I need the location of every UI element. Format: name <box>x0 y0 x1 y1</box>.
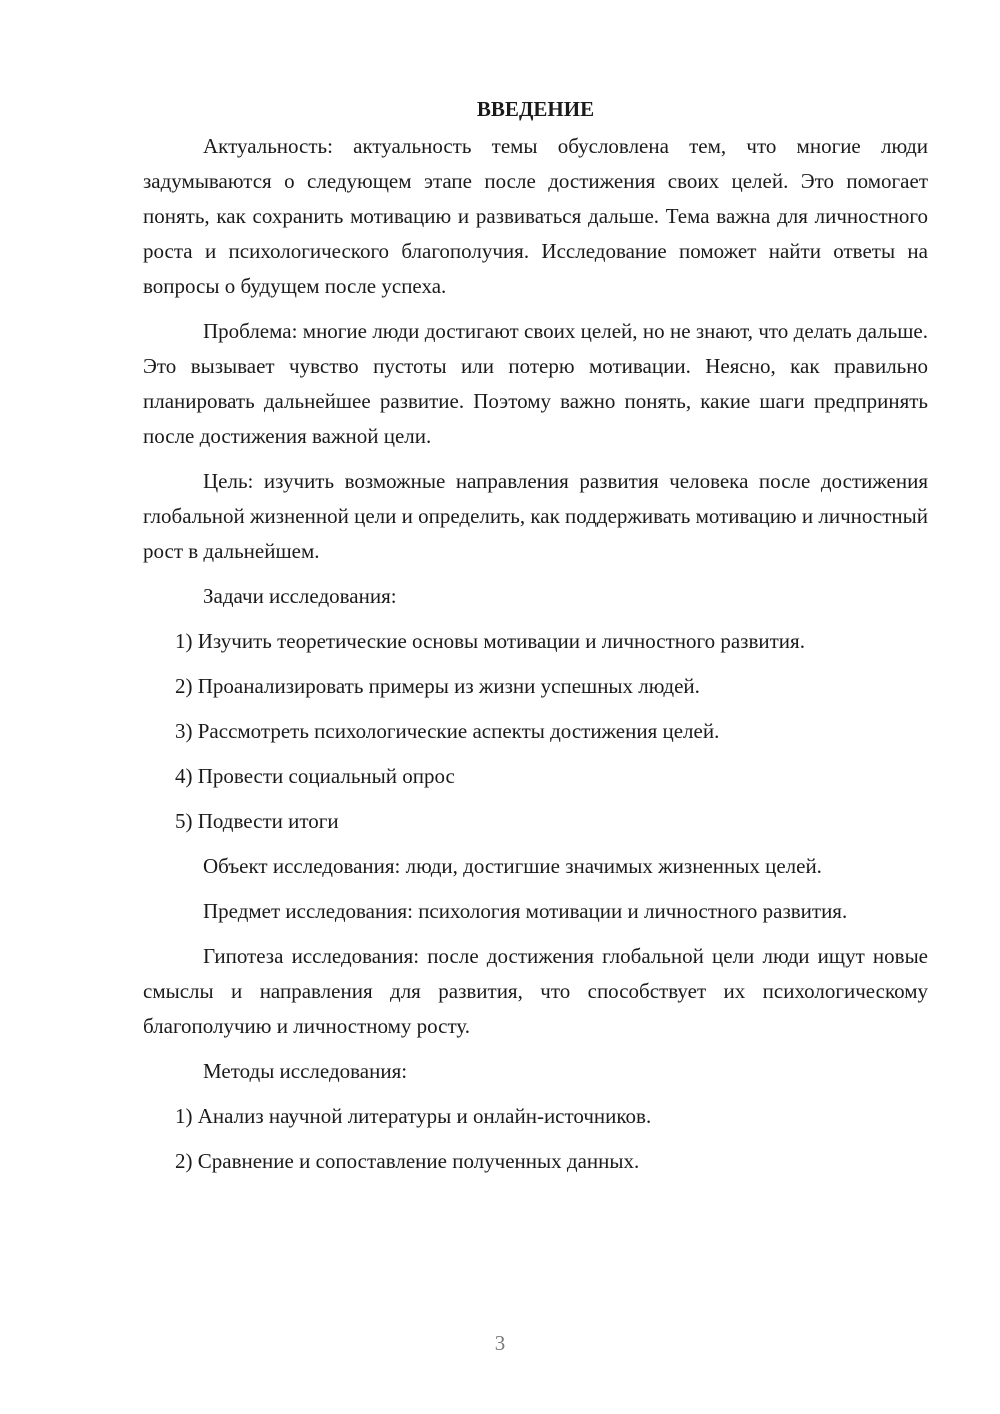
section-heading: ВВЕДЕНИЕ <box>476 97 595 121</box>
document-page <box>143 92 928 1189</box>
list-item: 1) Анализ научной литературы и онлайн-источников. <box>175 1104 652 1128</box>
list-item: 2) Сравнение и сопоставление полученных данных. <box>175 1149 640 1173</box>
goal-paragraph: Цель: изучить возможные направления развития человека после достижения глобальной жизненной цели и определить, как поддерживать мотивацию и личностный рост в дальнейшем. <box>143 469 928 563</box>
list-item: 4) Провести социальный опрос <box>175 764 455 788</box>
hypothesis-paragraph: Гипотеза исследования: после достижения глобальной цели люди ищут новые смыслы и направления для развития, что способствует их психологическому благополучию и личностному росту. <box>143 944 928 1038</box>
tasks-list <box>143 624 928 839</box>
list-item: 3) Рассмотреть психологические аспекты достижения целей. <box>175 719 720 743</box>
list-item: 5) Подвести итоги <box>175 809 339 833</box>
list-item: 2) Проанализировать примеры из жизни успешных людей. <box>175 674 700 698</box>
page-number: 3 <box>494 1331 506 1355</box>
relevance-paragraph: Актуальность: актуальность темы обусловлена тем, что многие люди задумываются о следующем этапе после достижения своих целей. Это помогает понять, как сохранить мотивацию и развиваться дальше. Тема важна для личностного роста и психологического благополучия. Исследование поможет найти ответы на вопросы о будущем после успеха. <box>143 134 928 298</box>
tasks-label: Задачи исследования: <box>203 584 397 608</box>
problem-paragraph: Проблема: многие люди достигают своих целей, но не знают, что делать дальше. Это вызывает чувство пустоты или потерю мотивации. Неясно, как правильно планировать дальнейшее развитие. Поэтому важно понять, какие шаги предпринять после достижения важной цели. <box>143 319 928 448</box>
subject-paragraph: Предмет исследования: психология мотивации и личностного развития. <box>203 899 848 923</box>
methods-list <box>143 1099 928 1179</box>
object-paragraph: Объект исследования: люди, достигшие значимых жизненных целей. <box>203 854 822 878</box>
list-item: 1) Изучить теоретические основы мотивации и личностного развития. <box>175 629 805 653</box>
methods-label: Методы исследования: <box>203 1059 408 1083</box>
